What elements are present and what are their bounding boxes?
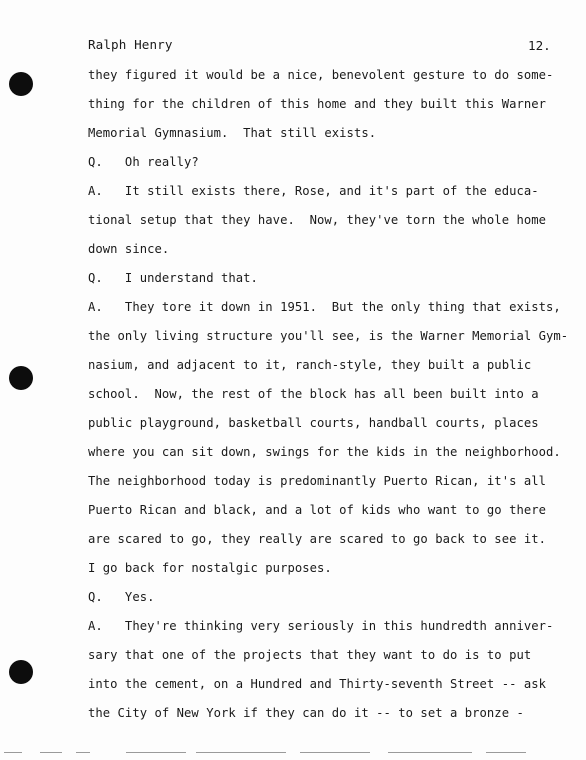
transcript-line: Q. Yes.	[88, 590, 155, 604]
transcript-line: The neighborhood today is predominantly Puerto Rican, it's all	[88, 474, 547, 488]
transcript-line: are scared to go, they really are scared to go back to see it.	[88, 532, 547, 546]
page-number: 12.	[528, 38, 551, 53]
transcript-line: Puerto Rican and black, and a lot of kids who want to go there	[88, 503, 547, 517]
transcript-line: where you can sit down, swings for the kids in the neighborhood.	[88, 445, 561, 459]
punch-hole-bottom	[9, 660, 33, 684]
scan-artifact-edge	[0, 750, 586, 758]
transcript-line: the only living structure you'll see, is the Warner Memorial Gym-	[88, 329, 569, 343]
transcript-line: thing for the children of this home and they built this Warner	[88, 97, 547, 111]
interviewee-name: Ralph Henry	[88, 37, 173, 52]
transcript-line: sary that one of the projects that they want to do is to put	[88, 648, 532, 662]
transcript-line: Memorial Gymnasium. That still exists.	[88, 126, 377, 140]
transcript-line: tional setup that they have. Now, they've torn the whole home	[88, 213, 547, 227]
transcript-line: into the cement, on a Hundred and Thirty-seventh Street -- ask	[88, 677, 547, 691]
transcript-line: down since.	[88, 242, 170, 256]
transcript-line: A. It still exists there, Rose, and it's part of the educa-	[88, 184, 539, 198]
transcript-line: A. They're thinking very seriously in this hundredth anniver-	[88, 619, 554, 633]
transcript-line: Q. I understand that.	[88, 271, 258, 285]
punch-hole-middle	[9, 366, 33, 390]
transcript-line: Q. Oh really?	[88, 155, 199, 169]
transcript-line: the City of New York if they can do it -- to set a bronze -	[88, 706, 524, 720]
transcript-line: public playground, basketball courts, handball courts, places	[88, 416, 539, 430]
punch-hole-top	[9, 72, 33, 96]
transcript-line: I go back for nostalgic purposes.	[88, 561, 332, 575]
transcript-line: nasium, and adjacent to it, ranch-style, they built a public	[88, 358, 532, 372]
transcript-line: school. Now, the rest of the block has all been built into a	[88, 387, 539, 401]
transcript-line: they figured it would be a nice, benevolent gesture to do some-	[88, 68, 554, 82]
transcript-line: A. They tore it down in 1951. But the only thing that exists,	[88, 300, 561, 314]
